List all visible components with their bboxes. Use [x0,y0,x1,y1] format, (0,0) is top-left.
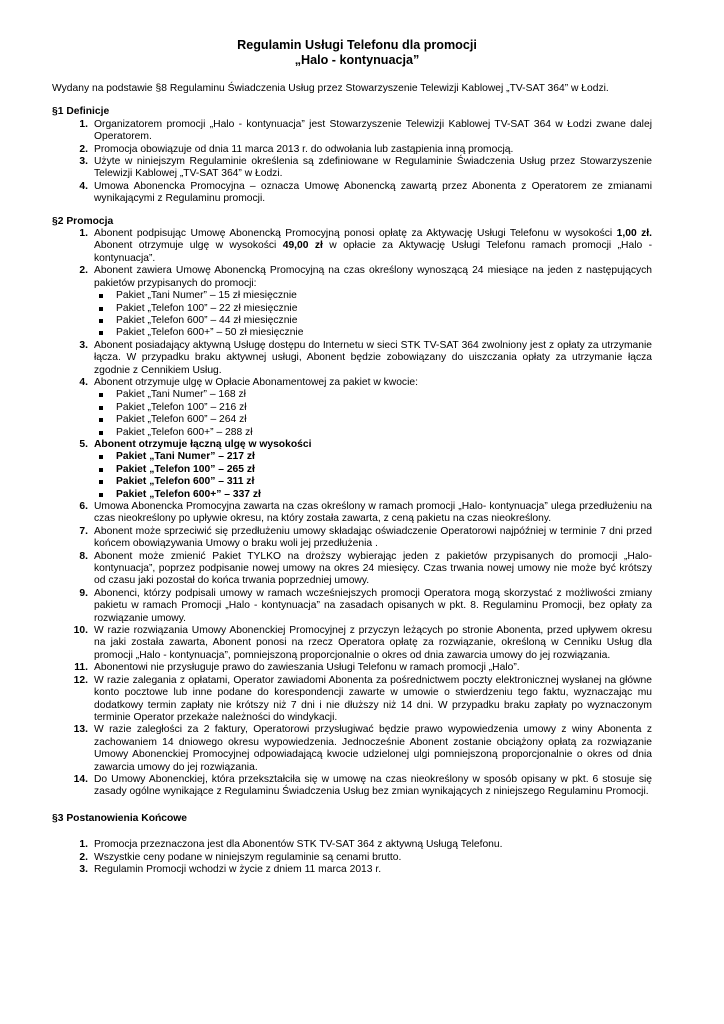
item-text: Abonent podpisując Umowę Abonencką Promocyjną ponosi opłatę za Aktywację Usługi Telefonu w wysokości [94,228,617,240]
item-number: 5. [79,438,88,450]
item-text: Użyte w niniejszym Regulaminie określenia są zdefiniowane w Regulaminie Świadczenia Usług przez Stowarzyszenie Telewizji Kablowej „TV-SAT 364” w Łodzi. [94,156,652,180]
list-item [52,675,652,725]
item-text: Abonent może sprzeciwić się przedłużeniu umowy składając oświadczenie Operatorowi najpóźniej w terminie 7 dni przed końcem obowiązywania Umowy o braku woli jej przedłużenia . [94,525,652,550]
list-item [52,526,652,551]
item-text: Abonentowi nie przysługuje prawo do zawieszania Usługi Telefonu w ramach promocji „Halo”. [94,662,520,674]
item-text: Do Umowy Abonenckiej, która przekształciła się w umowę na czas nieokreślony w sposób opisany w pkt. 6 stosuje się zasady ogólne wynikające z Regulaminu Świadczenia Usług bez zmian wynikających z niniejszego Regulaminu Promocji. [94,773,652,798]
item-text: Umowa Abonencka Promocyjna zawarta na czas określony w ramach promocji „Halo- kontynuacja” ulega przedłużeniu na czas nieokreślony po upływie okresu, na który została zawarta, z ceną pakietu na czas nieokreślony. [94,501,652,525]
total-discount-list [94,451,652,501]
item-number: 3. [79,156,88,168]
section-1-heading: §1 Definicje [52,106,110,118]
package-item: Pakiet „Tani Numer” – 15 zł miesięcznie [94,290,652,302]
list-item [52,156,652,181]
item-number: 1. [79,118,88,130]
list-item [52,144,652,156]
item-number: 14. [73,773,88,785]
item-text: Umowa Abonencka Promocyjna – oznacza Umowę Abonencką zawartą przez Abonenta z Operatorem ze zmianami wynikającymi z Regulaminu promocji. [94,180,652,205]
discount-item: Pakiet „Telefon 100” – 216 zł [94,402,652,414]
list-item [52,551,652,588]
item-text: Promocja obowiązuje od dnia 11 marca 2013 r. do odwołania lub zastąpienia inną promocją. [94,143,514,155]
item-number: 4. [79,180,88,192]
section-3-heading: §3 Postanowienia Końcowe [52,812,188,824]
item-number: 3. [79,863,88,875]
discount-list [94,389,652,439]
square-bullet-icon [99,307,103,311]
item-number: 9. [79,587,88,599]
total-discount-item: Pakiet „Telefon 600” – 311 zł [94,476,652,488]
square-bullet-icon [99,480,103,484]
package-item: Pakiet „Telefon 600+” – 50 zł miesięcznie [94,327,652,339]
title-line-2: „Halo - kontynuacja” [294,53,420,67]
discount-item: Pakiet „Telefon 600” – 264 zł [94,414,652,426]
square-bullet-icon [99,468,103,472]
section-2-heading: §2 Promocja [52,215,114,227]
item-number: 10. [73,625,88,637]
section-1-list [52,119,652,206]
intro-paragraph: Wydany na podstawie §8 Regulaminu Świadczenia Usług przez Stowarzyszenie Telewizji Kablowej „TV-SAT 364” w Łodzi. [52,83,609,94]
square-bullet-icon [99,455,103,459]
list-item [52,864,652,876]
item-text: w opłacie za Aktywację Usługi Telefonu ramach promocji „Halo - kontynuacja”. [94,240,653,264]
discount-item: Pakiet „Tani Numer” – 168 zł [94,389,652,401]
total-discount-item: Pakiet „Telefon 600+” – 337 zł [94,489,652,501]
item-text: Organizatorem promocji „Halo - kontynuacja” jest Stowarzyszenie Telewizji Kablowej TV-SAT 364 w Łodzi zwane dalej Operatorem. [94,118,652,143]
item-text: Abonent otrzymuje ulgę w Opłacie Abonamentowej za pakiet w kwocie: [94,376,418,388]
square-bullet-icon [99,331,103,335]
square-bullet-icon [99,431,103,435]
total-discount-item: Pakiet „Telefon 100” – 265 zł [94,464,652,476]
list-item [52,588,652,625]
item-number: 12. [73,674,88,686]
item-text: Abonenci, którzy podpisali umowy w ramach wcześniejszych promocji Operatora mogą skorzystać z możliwości zmiany pakietu w ramach Promocji „Halo - kontynuacja” na zasadach opisanych w pkt. 8. Regulaminu Promocji, bez opłaty za rozwiązanie umowy. [94,587,652,624]
item-text: Wszystkie ceny podane w niniejszym regulaminie są cenami brutto. [94,851,402,863]
list-item [52,340,652,377]
item-number: 11. [74,662,88,674]
item-number: 13. [73,724,88,736]
item-text: Promocja przeznaczona jest dla Abonentów STK TV-SAT 364 z aktywną Usługą Telefonu. [94,839,503,851]
item-number: 2. [79,851,88,863]
package-list [94,290,652,340]
square-bullet-icon [99,319,103,323]
item-text: Abonent zawiera Umowę Abonencką Promocyjną na czas określony wynoszącą 24 miesiące na jeden z następujących pakietów przypisanych do promocji: [94,265,652,289]
list-item [52,662,652,674]
item-number: 4. [79,376,88,388]
item-text: Abonent może zmienić Pakiet TYLKO na droższy wybierając jeden z pakietów przypisanych do promocji „Halo-kontynuacja”, poprzez podpisanie nowej umowy na okres 24 miesięcy. Czas trwania nowej umowy nie może być krótszy od czasu jaki pozostał do końca trwania poprzedniej umowy. [94,550,652,587]
list-item [52,377,652,439]
item-number: 1. [79,839,88,851]
item-text: Abonent otrzymuje ulgę w wysokości [94,240,283,252]
list-item [52,625,652,662]
package-item: Pakiet „Telefon 100” – 22 zł miesięcznie [94,303,652,315]
item-number: 2. [79,265,88,277]
title-line-1: Regulamin Usługi Telefonu dla promocji [237,38,477,52]
list-item [52,724,652,774]
square-bullet-icon [99,418,103,422]
package-item: Pakiet „Telefon 600” – 44 zł miesięcznie [94,315,652,327]
list-item [52,265,652,339]
section-3-list [52,839,652,876]
item-number: 7. [79,525,88,537]
list-item [52,839,652,851]
list-item [52,181,652,206]
item-number: 6. [79,501,88,512]
item-number: 2. [79,143,88,155]
list-item [52,119,652,144]
page-title [52,38,652,68]
list-item [52,228,652,265]
list-item [52,501,652,526]
item-text: Regulamin Promocji wchodzi w życie z dniem 11 marca 2013 r. [94,863,382,875]
list-item [52,439,652,501]
item-number: 1. [79,228,88,240]
discount-item: Pakiet „Telefon 600+” – 288 zł [94,427,652,439]
list-item [52,774,652,799]
square-bullet-icon [99,294,103,298]
list-item [52,852,652,864]
square-bullet-icon [99,406,103,410]
activation-fee: 1,00 zł. [616,228,652,240]
item-text: W razie zalegania z opłatami, Operator zawiadomi Abonenta za pośrednictwem poczty elektronicznej wysłanej na główne konto pocztowe lub inne podane do korespondencji zawarte w umowie o stwierdzeniu tego faktu, wyznaczając mu dodatkowy termin zapłaty nie krótszy niż 7 dni i nie dłuższy niż 14 dni. W przypadku braku zapłaty po wyznaczonym terminie Operator przekaże należności do windykacji. [94,674,652,723]
item-text: Abonent otrzymuje łączną ulgę w wysokości [94,438,312,450]
item-number: 8. [79,550,88,562]
item-text: Abonent posiadający aktywną Usługę dostępu do Internetu w sieci STK TV-SAT 364 zwolniony jest z opłaty za utrzymanie łącza. W przypadku braku aktywnej usługi, Abonent będzie zobowiązany do uiszczania opłaty za utrzymanie łącza zgodnie z Cennikiem Usług. [94,339,652,376]
total-discount-item: Pakiet „Tani Numer” – 217 zł [94,451,652,463]
section-2-list [52,228,652,799]
square-bullet-icon [99,393,103,397]
item-text: W razie rozwiązania Umowy Abonenckiej Promocyjnej z przyczyn leżących po stronie Abonenta, przed upływem okresu na jaki została zawarta, Abonent ponosi na rzecz Operatora opłatę za rozwiązanie, określoną w Cenniku Usług dla promocji „Halo - kontynuacja”, pomniejszoną proporcjonalnie o okres od dnia zawarcia umowy do jej rozwiązania. [94,625,652,661]
item-number: 3. [79,339,88,351]
item-text: W razie zaległości za 2 faktury, Operatorowi przysługiwać będzie prawo wypowiedzenia umowy z winy Abonenta z zachowaniem 14 dniowego okresu wypowiedzenia. Jednocześnie Abonent zostanie obciążony opłatą za rozwiązanie Umowy Abonenckiej Promocyjnej odpowiadającą kwocie udzielonej ulgi pomniejszoną proporcjonalnie o okres od dnia zawarcia umowy do jej rozwiązania. [94,724,652,773]
square-bullet-icon [99,493,103,497]
activation-discount: 49,00 zł [282,240,323,252]
